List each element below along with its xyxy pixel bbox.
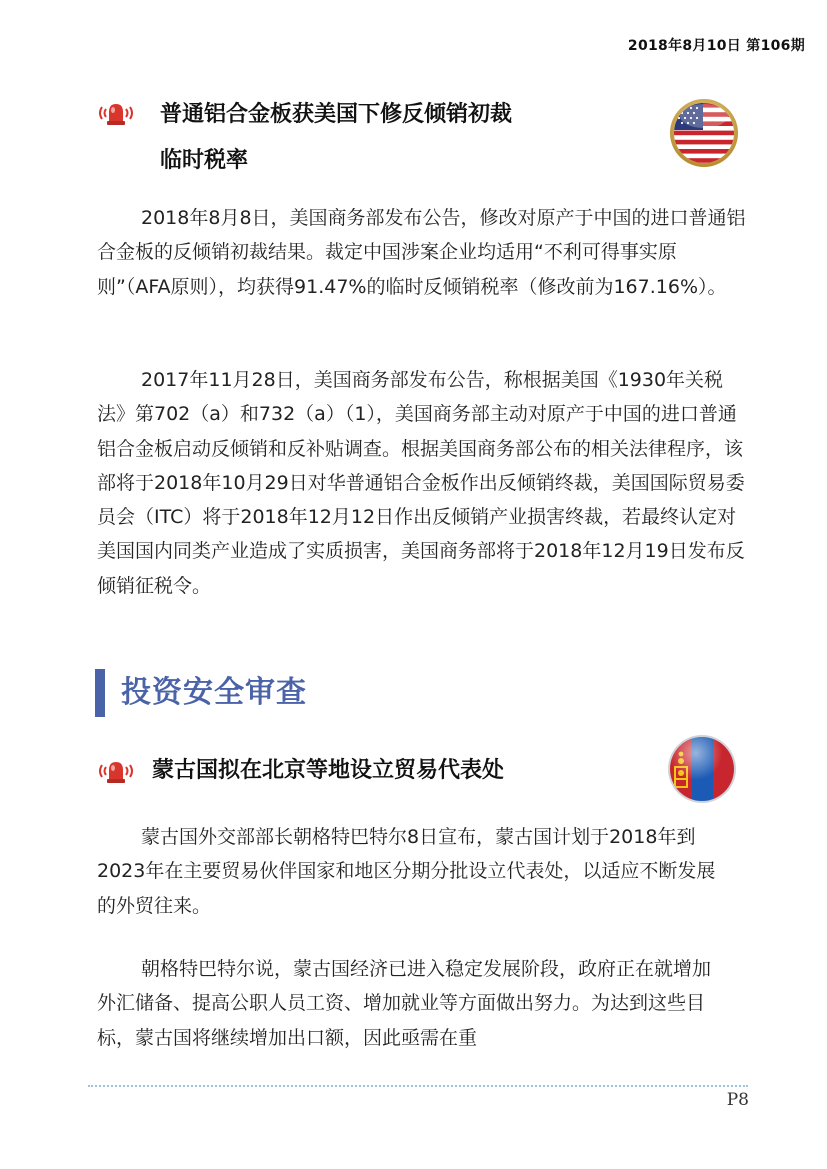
section-accent-bar	[95, 669, 105, 717]
usa-flag-icon	[669, 98, 739, 168]
page-number: P8	[726, 1090, 749, 1110]
article-title-continued: 临时税率	[160, 148, 249, 173]
article-title: 蒙古国拟在北京等地设立贸易代表处	[152, 758, 505, 783]
header-date-issue: 2018年8月10日 第106期	[627, 38, 805, 54]
alarm-bell-icon	[96, 98, 136, 128]
article-paragraph: 2017年11月28日，美国商务部发布公告，称根据美国《1930年关税法》第702（a）和732（a）（1），美国商务部主动对原产于中国的进口普通铝合金板启动反倾销和反补贴调查。根据美国商务部公布的相关法律程序，该部将于2018年10月29日对华普通铝合金板作出反倾销终裁，美国国际贸易委员会（ITC）将于2018年12月12日作出反倾销产业损害终裁，若最终认定对美国国内同类产业造成了实质损害，美国商务部将于2018年12月19日发布反倾销征税令。	[97, 369, 745, 597]
article-paragraph: 蒙古国外交部部长朝格特巴特尔8日宣布，蒙古国计划于2018年到2023年在主要贸易伙伴国家和地区分期分批设立代表处，以适应不断发展的外贸往来。	[97, 826, 716, 917]
mongolia-flag-icon	[667, 734, 737, 804]
footer-divider	[88, 1085, 748, 1087]
alarm-bell-icon	[96, 756, 136, 786]
article-paragraph: 2018年8月8日，美国商务部发布公告，修改对原产于中国的进口普通铝合金板的反倾销初裁结果。裁定中国涉案企业均适用“不利可得事实原则”（AFA原则），均获得91.47%的临时反倾销税率（修改前为167.16%）。	[97, 207, 746, 298]
article-paragraph: 朝格特巴特尔说，蒙古国经济已进入稳定发展阶段，政府正在就增加外汇储备、提高公职人员工资、增加就业等方面做出努力。为达到这些目标，蒙古国将继续增加出口额，因此亟需在重	[97, 958, 712, 1049]
section-title: 投资安全审查	[121, 675, 307, 710]
article-title: 普通铝合金板获美国下修反倾销初裁	[160, 102, 513, 127]
